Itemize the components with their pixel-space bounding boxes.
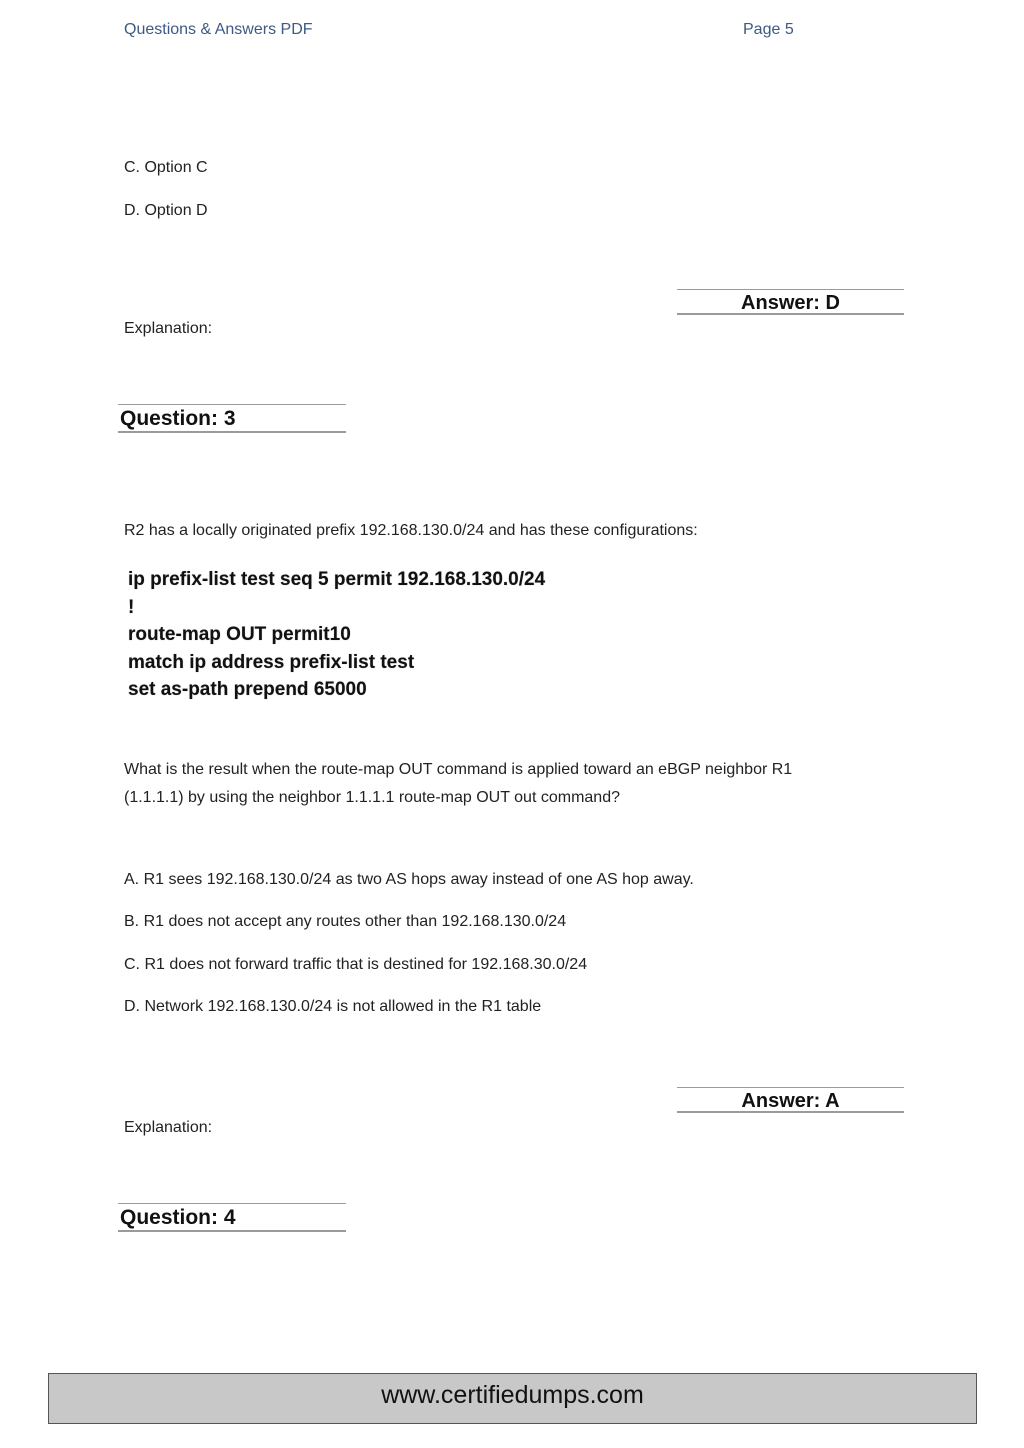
option-b: B. R1 does not accept any routes other than 192.168.130.0/24 bbox=[124, 913, 567, 930]
option-c: C. R1 does not forward traffic that is destined for 192.168.30.0/24 bbox=[124, 956, 588, 973]
answer-prev: Answer: D bbox=[741, 292, 840, 314]
option-d: D. Network 192.168.130.0/24 is not allowed in the R1 table bbox=[124, 998, 542, 1015]
question-3-heading-box bbox=[118, 404, 346, 433]
config-line: ip prefix-list test seq 5 permit 192.168.130.0/24 bbox=[128, 569, 546, 590]
config-snippet bbox=[128, 566, 545, 704]
config-line: match ip address prefix-list test bbox=[128, 651, 415, 673]
answer-box-q3 bbox=[677, 1087, 904, 1113]
answer-q3: Answer: A bbox=[741, 1090, 840, 1112]
question-3-prompt-line-2: (1.1.1.1) by using the neighbor 1.1.1.1 route-map OUT out command? bbox=[124, 789, 620, 806]
option-d-prev: D. Option D bbox=[124, 202, 208, 219]
question-4-heading-box bbox=[118, 1203, 346, 1232]
page-number: Page 5 bbox=[743, 21, 794, 38]
question-3-intro: R2 has a locally originated prefix 192.168.130.0/24 and has these configurations: bbox=[124, 522, 698, 539]
footer-bar bbox=[48, 1373, 977, 1424]
question-4-heading: Question: 4 bbox=[120, 1206, 236, 1229]
footer-url: www.certifiedumps.com bbox=[381, 1381, 644, 1409]
explanation-label-prev: Explanation: bbox=[124, 320, 213, 337]
option-a: A. R1 sees 192.168.130.0/24 as two AS hops away instead of one AS hop away. bbox=[124, 871, 694, 888]
explanation-label-q3: Explanation: bbox=[124, 1119, 213, 1136]
option-c-prev: C. Option C bbox=[124, 159, 208, 176]
config-line: route-map OUT permit10 bbox=[128, 624, 351, 645]
config-line: ! bbox=[128, 596, 135, 618]
question-3-prompt-line-1: What is the result when the route-map OUT command is applied toward an eBGP neighbor R1 bbox=[124, 761, 793, 778]
answer-box-prev bbox=[677, 289, 904, 315]
header-title: Questions & Answers PDF bbox=[124, 21, 313, 38]
config-line: set as-path prepend 65000 bbox=[128, 679, 367, 700]
question-3-heading: Question: 3 bbox=[120, 407, 236, 430]
